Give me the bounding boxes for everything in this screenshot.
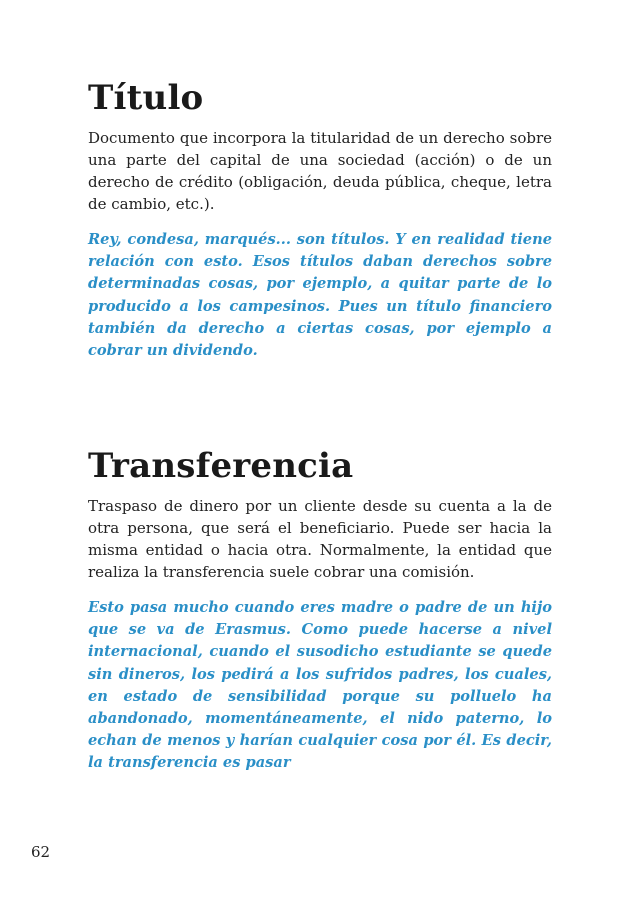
entry-commentary: Esto pasa mucho cuando eres madre o padre de un hijo que se va de Erasmus. Como puede hacerse a nivel internacional, cuando el susodicho estudiante se quede sin dineros, los pedirá a los sufridos padres, los cuales, en estado de sensibilidad porque su polluelo ha abandonado, momentáneamente, el nido paterno, lo echan de menos y harían cualquier cosa por él. Es decir, la transferencia es pasar	[88, 599, 552, 772]
entry-commentary: Rey, condesa, marqués... son títulos. Y en realidad tiene relación con esto. Esos títulos daban derechos sobre determinadas cosas, por ejemplo, a quitar parte de lo producido a los campesinos. Pues un título financiero también da derecho a ciertas cosas, por ejemplo a cobrar un dividendo.	[88, 231, 552, 360]
entry-definition: Traspaso de dinero por un cliente desde su cuenta a la de otra persona, que será el beneficiario. Puede ser hacia la misma entidad o hacia otra. Normalmente, la entidad que realiza la transferencia suele cobrar una comisión.	[88, 497, 552, 581]
entry-definition: Documento que incorpora la titularidad de un derecho sobre una parte del capital de una sociedad (acción) o de un derecho de crédito (obligación, deuda pública, cheque, letra de cambio, etc.).	[88, 129, 552, 213]
page-number: 62	[31, 843, 51, 861]
glossary-entry-titulo	[88, 78, 552, 362]
glossary-entry-transferencia	[88, 446, 552, 775]
entry-title: Transferencia	[88, 446, 354, 486]
entry-title: Título	[88, 78, 204, 118]
